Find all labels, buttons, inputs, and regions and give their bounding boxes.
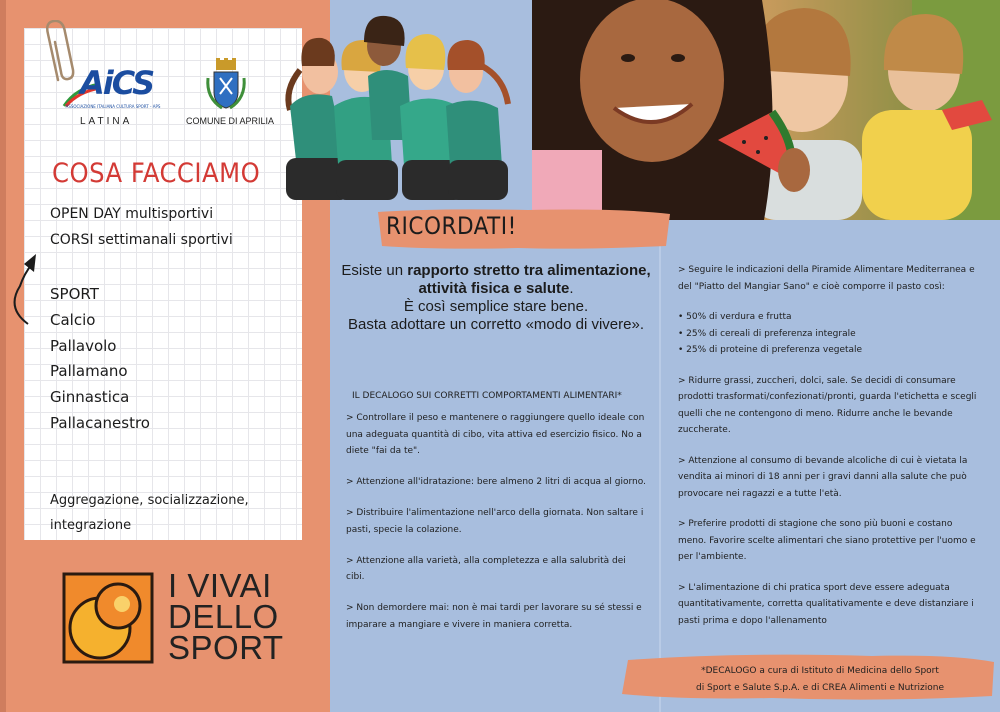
decalogo-item: > Non demordere mai: non è mai tardi per lavorare su sé stessi e imparare a mangiare e vivere in maniera corretta.: [346, 603, 642, 630]
decalogo-right-list: [678, 262, 978, 643]
pasto-bullets: [678, 309, 978, 359]
decalogo-item: > Ridurre grassi, zuccheri, dolci, sale. Se decidi di consumare prodotti trasformati/confezionati/pronti, guarda l'etichetta e scegli quelli che ne contengono di meno. Ridurre anche le bevande zuccherate.: [678, 375, 977, 435]
intro-part: .: [569, 280, 574, 297]
decalogo-item: > Attenzione alla varietà, alla completezza e alla salubrità dei cibi.: [346, 555, 626, 582]
aics-wordmark: AiCS: [80, 64, 154, 102]
aprilia-crest-icon: [204, 58, 248, 112]
sport-item: Pallamano: [50, 362, 128, 381]
decalogo-item: > Attenzione all'idratazione: bere almeno 2 litri di acqua al giorno.: [346, 477, 646, 487]
comune-label: COMUNE DI APRILIA: [186, 116, 275, 126]
sport-item: Calcio: [50, 310, 96, 329]
bullet-item: • 25% di proteine di preferenza vegetale: [678, 345, 863, 355]
decalogo-item: > Preferire prodotti di stagione che sono più buoni e costano meno. Favorire scelte alimentari che siano protettive per l'uomo e per l'ambiente.: [678, 519, 976, 562]
sport-item: Pallavolo: [50, 336, 117, 355]
vivai-line: I VIVAI: [168, 567, 272, 604]
decalogo-heading: IL DECALOGO SUI CORRETTI COMPORTAMENTI ALIMENTARI*: [352, 391, 622, 401]
aics-logo: [58, 62, 168, 124]
decalogo-item: > Controllare il peso e mantenere o raggiungere quello ideale con una adeguata quantità di cibo, vita attiva ed esercizio fisico. No a diete "fai da te".: [346, 413, 645, 456]
intro-line-2: È così semplice stare bene.: [403, 298, 589, 315]
sport-item: Pallacanestro: [50, 413, 150, 432]
credit-line: *DECALOGO a cura di Istituto di Medicina dello Sport: [701, 666, 939, 676]
section-title: COSA FACCIAMO: [52, 158, 261, 189]
vivai-line: DELLO: [168, 598, 279, 635]
vivai-wordmark: [168, 567, 284, 666]
girls-group-illustration: [276, 10, 526, 210]
bullet-item: • 25% di cereali di preferenza integrale: [678, 328, 856, 339]
decalogo-item: > Seguire le indicazioni della Piramide Alimentare Mediterranea e del "Piatto del Mangiar Sano" e cioè comporre il pasto così:: [678, 265, 975, 292]
sport-item: Ginnastica: [50, 388, 130, 407]
intro-part: Esiste un: [341, 262, 408, 279]
aics-subtitle: ASSOCIAZIONE ITALIANA CULTURA SPORT - APS: [65, 104, 161, 109]
decalogo-item: > Attenzione al consumo di bevande alcoliche di cui è vietata la vendita ai minori di 18 anni per i gravi danni alla salute che può provocare nei ragazzi e a tutte l'età.: [678, 455, 968, 499]
open-day-line: OPEN DAY multisportivi: [50, 206, 214, 222]
decalogo-credit: [660, 663, 980, 696]
curved-arrow-icon: [6, 242, 46, 332]
ricordati-heading: RICORDATI!: [386, 212, 517, 240]
vivai-line: SPORT: [168, 629, 284, 666]
intro-bold: rapporto stretto tra alimentazione, attività fisica e salute: [407, 262, 651, 297]
aics-city: LATINA: [80, 116, 133, 127]
intro-text: [332, 262, 660, 334]
sport-list: [50, 282, 150, 437]
sport-item: SPORT: [50, 285, 99, 303]
decalogo-item: > Distribuire l'alimentazione nell'arco della giornata. Non saltare i pasti, specie la colazione.: [346, 508, 644, 535]
intro-line-1: [332, 262, 660, 298]
aggregazione-text: Aggregazione, socializzazione, integrazione: [50, 493, 249, 533]
vivai-logo-icon: [62, 572, 154, 664]
decalogo-item: > L'alimentazione di chi pratica sport deve essere adeguata quantitativamente, corretta qualitativamente e deve distanziare i pasti prima e dopo l'allenamento: [678, 582, 974, 626]
intro-line-3: Basta adottare un corretto «modo di vivere».: [347, 316, 644, 333]
children-watermelon-photo: [532, 0, 1000, 220]
corsi-line: CORSI settimanali sportivi: [50, 232, 233, 248]
bullet-item: • 50% di verdura e frutta: [678, 312, 792, 322]
left-border: [0, 0, 6, 712]
credit-line: di Sport e Salute S.p.A. e di CREA Alimenti e Nutrizione: [695, 682, 945, 693]
decalogo-middle-list: [346, 410, 646, 648]
